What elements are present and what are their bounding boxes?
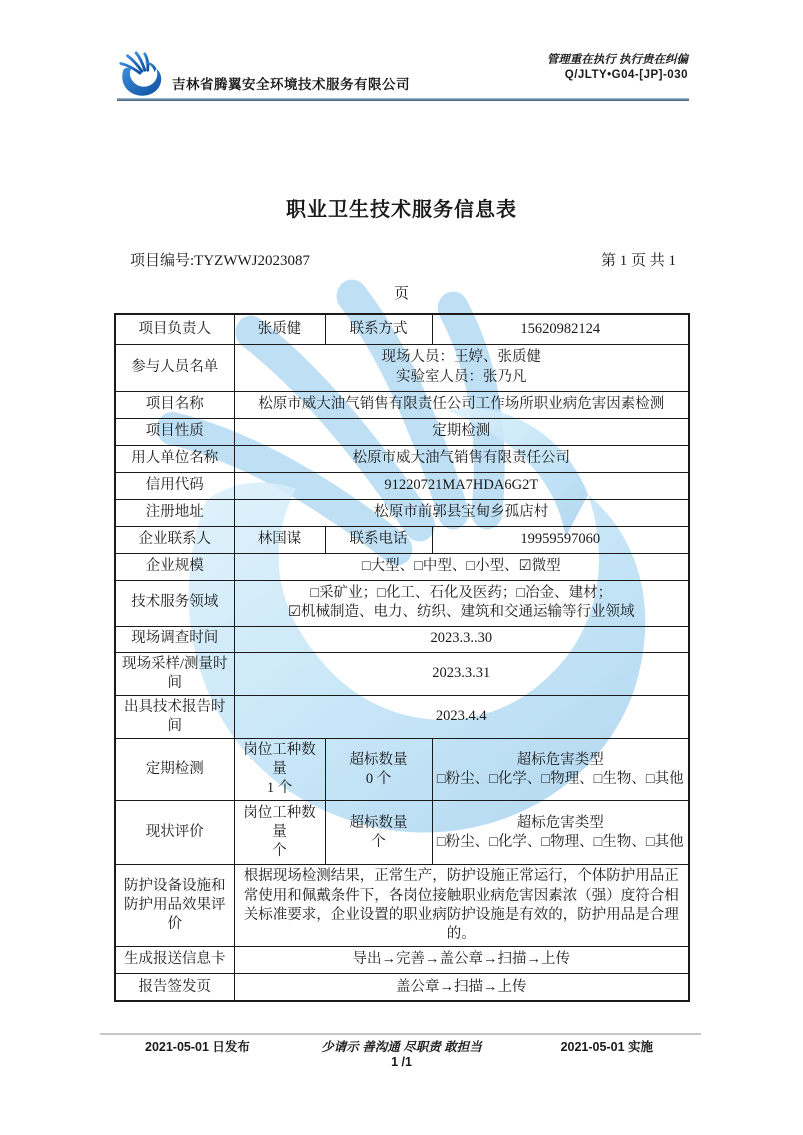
hazard-type-checkboxes: □粉尘、□化学、□物理、□生物、□其他 [436,833,684,850]
info-card-value: 导出→完善→盖公章→扫描→上传 [234,946,689,973]
project-name-value: 松原市威大油气销售有限责任公司工作场所职业病危害因素检测 [234,391,689,418]
credit-code-label: 信用代码 [115,472,234,499]
report-date-label: 出具技术报告时间 [115,695,234,738]
table-row [115,865,689,947]
report-signing-value: 盖公章→扫描→上传 [234,973,689,1001]
exceed-count-caption: 超标数量 [349,814,408,831]
table-row [115,499,689,526]
footer-implement-date: 2021-05-01 实施 [560,1040,653,1054]
table-row [115,344,689,391]
registered-address-label: 注册地址 [115,499,234,526]
table-row [115,626,689,652]
contact-phone-value: 19959597060 [432,526,689,553]
header-slogan: 管理重在执行 执行贵在纠偏 [546,54,688,66]
job-count-caption: 岗位工种数量 [243,742,316,778]
project-name-label: 项目名称 [115,391,234,418]
table-row [115,739,689,801]
company-logo-icon [112,51,168,99]
hazard-type-caption: 超标危害类型 [516,751,604,768]
service-field-line1: □采矿业；□化工、石化及医药；□冶金、建材； [310,584,613,601]
exceed-count-caption: 超标数量 [349,751,408,768]
protection-evaluation-label: 防护设备设施和防护用品效果评价 [115,865,234,947]
document-code: Q/JLTY•G04-[JP]-030 [564,69,688,81]
company-scale-value: □大型、□中型、□小型、☑微型 [234,553,689,580]
service-field-line2: ☑机械制造、电力、纺织、建筑和交通运输等行业领域 [288,604,635,620]
employer-name-value: 松原市威大油气销售有限责任公司 [234,445,689,472]
footer-page-number: 1 /1 [391,1055,412,1069]
sampling-date-value: 2023.3.31 [234,652,689,695]
project-type-label: 项目性质 [115,418,234,445]
table-row [115,553,689,580]
company-scale-label: 企业规模 [115,553,234,580]
company-name: 吉林省腾翼安全环境技术服务有限公司 [172,77,410,92]
table-row [115,472,689,499]
footer-issue-date: 2021-05-01 日发布 [145,1040,250,1054]
table-row [115,580,689,626]
report-signing-label: 报告签发页 [115,973,234,1001]
credit-code-value: 91220721MA7HDA6G2T [234,472,689,499]
table-row [115,973,689,1001]
status-exceed-count [325,801,432,865]
site-survey-date-value: 2023.3..30 [234,626,689,652]
contact-method-value: 15620982124 [432,314,689,344]
footer-motto: 少请示 善沟通 尽职责 敢担当 [321,1040,482,1054]
info-table [114,313,690,1002]
periodic-job-count [234,739,325,801]
project-leader-label: 项目负责人 [115,314,234,344]
job-count-caption: 岗位工种数量 [243,805,316,841]
page-count: 第 1 页 共 1 [600,253,676,269]
page-count-wrap: 页 [393,286,409,302]
page-title: 职业卫生技术服务信息表 [286,199,517,221]
lab-personnel: 实验室人员：张乃凡 [396,368,527,385]
table-row [115,445,689,472]
project-type-value: 定期检测 [234,418,689,445]
periodic-hazard-types [432,739,689,801]
registered-address-value: 松原市前郭县宝甸乡孤店村 [234,499,689,526]
company-contact-name: 林国谋 [234,526,325,553]
protection-evaluation-value: 根据现场检测结果，正常生产，防护设施正常运行，个体防护用品正常使用和佩戴条件下，各岗位接触职业病危害因素浓（强）度符合相关标准要求，企业设置的职业病防护设施是有效的，防护用品是合理的。 [234,865,689,947]
exceed-count-value: 个 [371,833,386,850]
participants-value [234,344,689,391]
job-count-value: 个 [272,843,287,860]
company-contact-label: 企业联系人 [115,526,234,553]
table-row [115,695,689,738]
contact-phone-label: 联系电话 [325,526,432,553]
table-row [115,391,689,418]
service-field-value [234,580,689,626]
contact-method-label: 联系方式 [325,314,432,344]
employer-name-label: 用人单位名称 [115,445,234,472]
table-row [115,946,689,973]
report-date-value: 2023.4.4 [234,695,689,738]
footer-divider [100,1033,701,1035]
site-personnel: 现场人员：王婷、张质健 [381,349,541,366]
table-row [115,526,689,553]
project-number: 项目编号:TYZWWJ2023087 [130,253,310,269]
periodic-exceed-count [325,739,432,801]
table-row [115,418,689,445]
hazard-type-caption: 超标危害类型 [516,814,604,831]
exceed-count-value: 0 个 [365,770,392,787]
status-hazard-types [432,801,689,865]
table-row [115,652,689,695]
service-field-label: 技术服务领域 [115,580,234,626]
table-row [115,801,689,865]
table-row [115,314,689,344]
project-leader-name: 张质健 [234,314,325,344]
info-card-label: 生成报送信息卡 [115,946,234,973]
periodic-testing-label: 定期检测 [115,739,234,801]
sampling-date-label: 现场采样/测量时间 [115,652,234,695]
hazard-type-checkboxes: □粉尘、□化学、□物理、□生物、□其他 [436,770,684,787]
job-count-value: 1 个 [266,780,293,797]
status-job-count [234,801,325,865]
status-evaluation-label: 现状评价 [115,801,234,865]
header-divider [117,98,689,101]
participants-label: 参与人员名单 [115,344,234,391]
site-survey-date-label: 现场调查时间 [115,626,234,652]
